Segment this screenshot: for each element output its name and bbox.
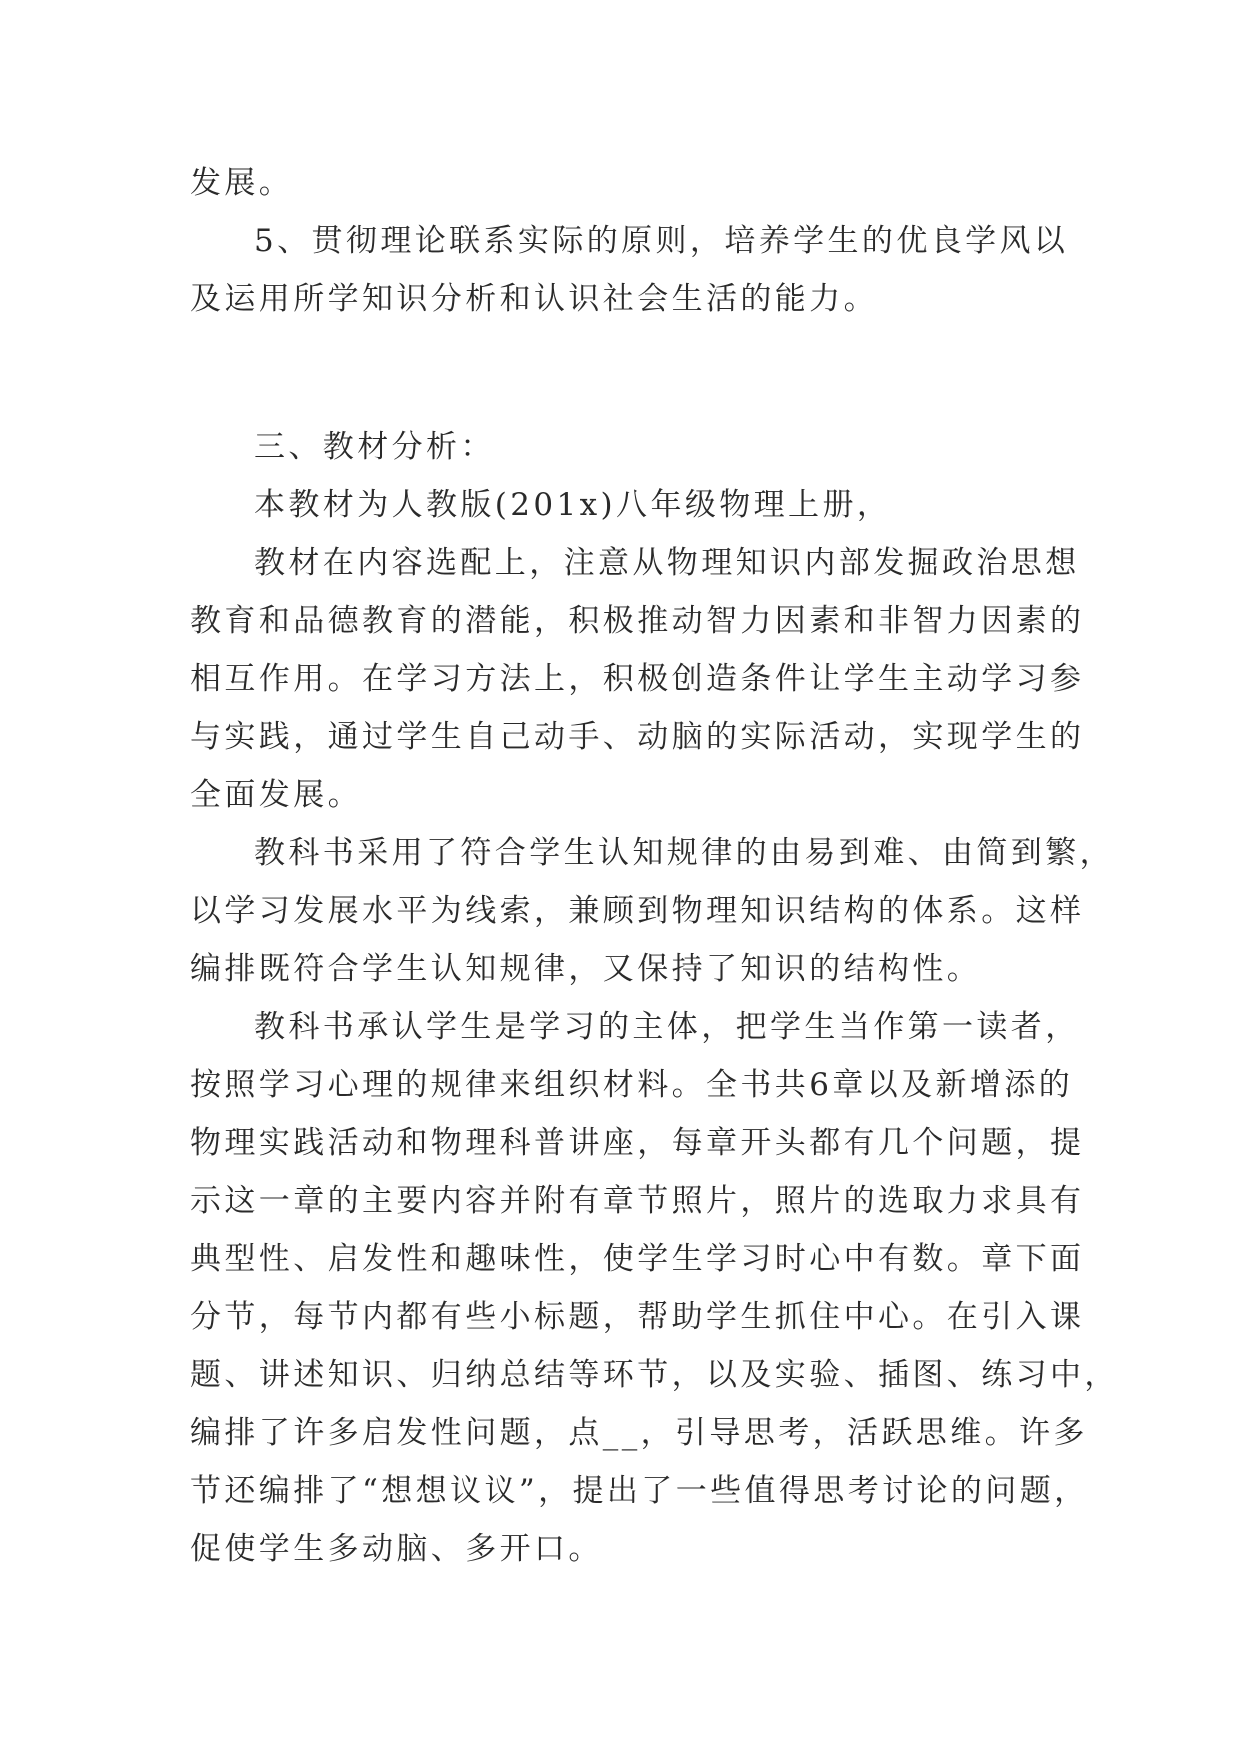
section-heading: 三、教材分析： [254, 429, 495, 465]
paragraph-line: 教科书承认学生是学习的主体，把学生当作第一读者， [254, 1009, 1080, 1045]
paragraph-line: 物理实践活动和物理科普讲座，每章开头都有几个问题，提 [190, 1125, 1085, 1161]
paragraph-line: 与实践，通过学生自己动手、动脑的实际活动，实现学生的 [190, 719, 1085, 755]
paragraph-line: 编排了许多启发性问题，点__，引导思考，活跃思维。许多 [190, 1415, 1088, 1451]
paragraph-line: 示这一章的主要内容并附有章节照片，照片的选取力求具有 [190, 1183, 1085, 1219]
paragraph-line: 教育和品德教育的潜能，积极推动智力因素和非智力因素的 [190, 603, 1085, 639]
document-body [190, 154, 1119, 1578]
paragraph-line: 教科书采用了符合学生认知规律的由易到难、由简到繁， [254, 835, 1114, 871]
paragraph-line: 题、讲述知识、归纳总结等环节，以及实验、插图、练习中， [190, 1357, 1119, 1393]
paragraph-line: 分节，每节内都有些小标题，帮助学生抓住中心。在引入课 [190, 1299, 1085, 1335]
paragraph-line: 发展。 [190, 165, 294, 201]
paragraph-line: 编排既符合学生认知规律，又保持了知识的结构性。 [190, 951, 982, 987]
paragraph-line: 促使学生多动脑、多开口。 [190, 1531, 603, 1567]
paragraph-line: 及运用所学知识分析和认识社会生活的能力。 [190, 281, 878, 317]
paragraph-line: 本教材为人教版(201x)八年级物理上册， [254, 487, 892, 523]
paragraph-line: 教材在内容选配上，注意从物理知识内部发掘政治思想 [254, 545, 1080, 581]
blank-line [190, 328, 1050, 386]
paragraph-line: 按照学习心理的规律来组织材料。全书共6章以及新增添的 [190, 1067, 1074, 1103]
paragraph-line: 典型性、启发性和趣味性，使学生学习时心中有数。章下面 [190, 1241, 1085, 1277]
paragraph-line: 5、贯彻理论联系实际的原则，培养学生的优良学风以 [254, 223, 1069, 259]
paragraph-line: 节还编排了“想想议议”，提出了一些值得思考讨论的问题， [190, 1473, 1089, 1509]
paragraph-line: 全面发展。 [190, 777, 362, 813]
paragraph-line: 以学习发展水平为线索，兼顾到物理知识结构的体系。这样 [190, 893, 1085, 929]
paragraph-line: 相互作用。在学习方法上，积极创造条件让学生主动学习参 [190, 661, 1085, 697]
